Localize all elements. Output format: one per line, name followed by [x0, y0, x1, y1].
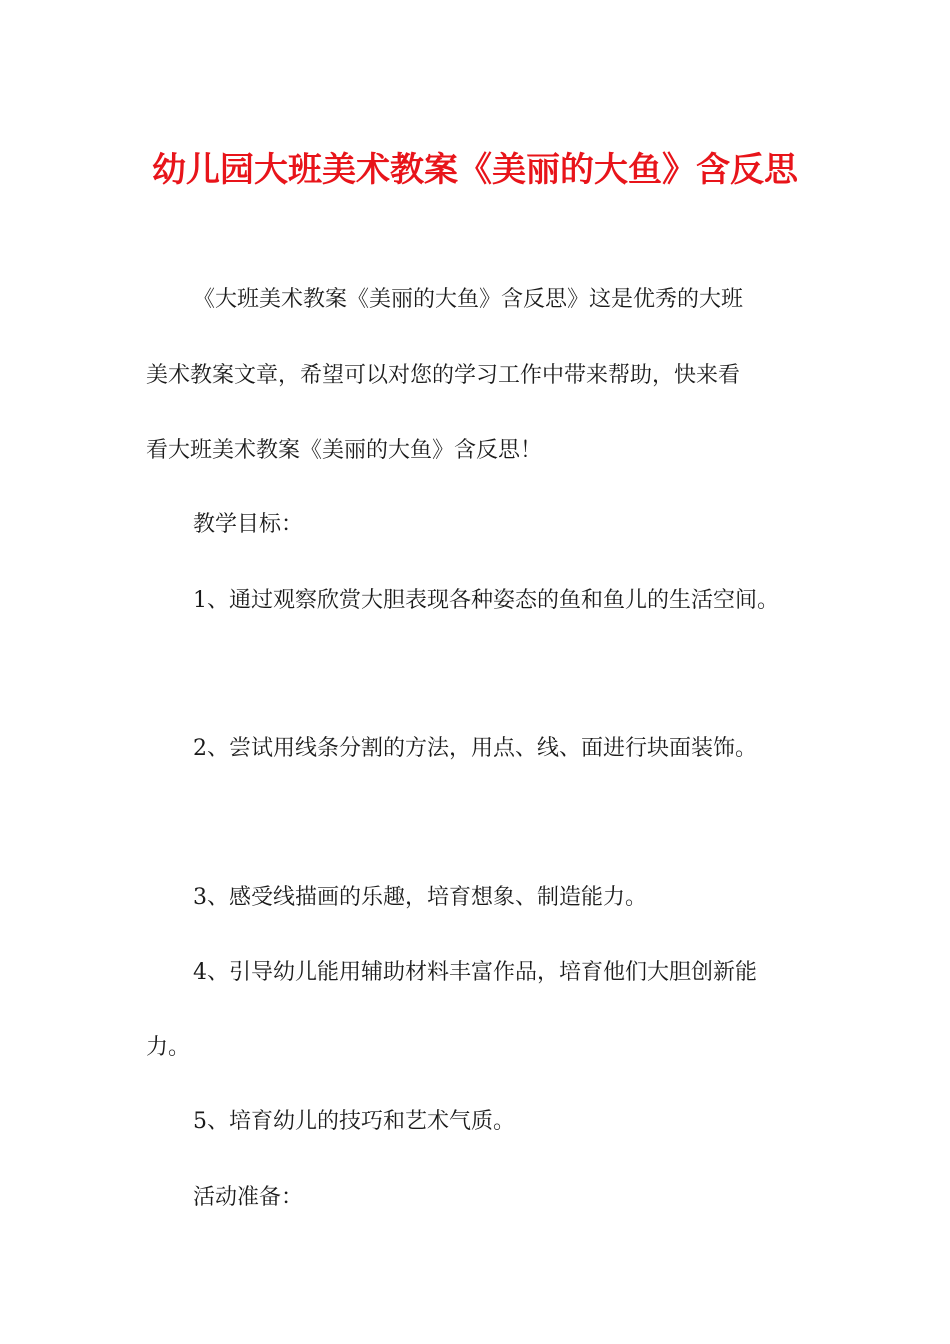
goal-item-1: 1、通过观察欣赏大胆表现各种姿态的鱼和鱼儿的生活空间。 [193, 588, 779, 613]
document-title: 幼儿园大班美术教案《美丽的大鱼》含反思 [152, 150, 798, 190]
goal-item-3: 3、感受线描画的乐趣，培育想象、制造能力。 [193, 885, 647, 910]
intro-line-3: 看大班美术教案《美丽的大鱼》含反思！ [146, 438, 543, 463]
goals-heading: 教学目标： [193, 512, 304, 537]
goal-item-2: 2、尝试用线条分割的方法，用点、线、面进行块面装饰。 [193, 736, 757, 761]
intro-line-1: 《大班美术教案《美丽的大鱼》含反思》这是优秀的大班 [193, 287, 744, 312]
goal-item-4: 4、引导幼儿能用辅助材料丰富作品，培育他们大胆创新能 [193, 960, 757, 985]
goal-item-4-continued: 力。 [146, 1035, 191, 1060]
intro-line-2: 美术教案文章，希望可以对您的学习工作中带来帮助，快来看 [146, 363, 741, 388]
goal-item-5: 5、培育幼儿的技巧和艺术气质。 [193, 1109, 515, 1134]
prep-heading: 活动准备： [193, 1185, 304, 1210]
